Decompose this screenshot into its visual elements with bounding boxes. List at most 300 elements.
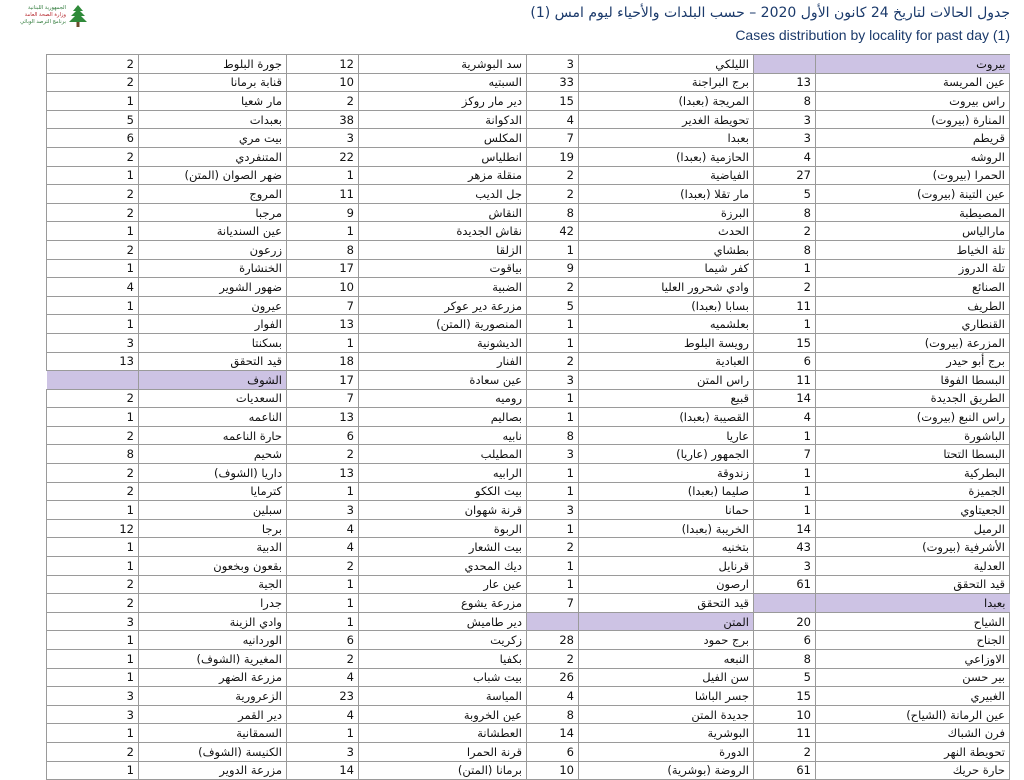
locality-name: مزرعة يشوع [359,594,527,613]
table-row [47,166,1010,185]
case-count: 8 [287,240,359,259]
locality-name: النقاش [359,203,527,222]
case-count: 19 [527,147,579,166]
locality-name: عين المريسة [816,73,1010,92]
locality-name: عين عار [359,575,527,594]
locality-name: الدبية [139,538,287,557]
locality-name: المصيطبة [816,203,1010,222]
locality-name: المكلس [359,129,527,148]
case-count: 5 [754,668,816,687]
case-count: 11 [754,371,816,390]
case-count: 7 [287,296,359,315]
locality-name: الدكوانة [359,110,527,129]
locality-name: كترمايا [139,482,287,501]
locality-name: الجميزة [816,482,1010,501]
locality-name: البسطا الفوقا [816,371,1010,390]
case-count: 8 [754,240,816,259]
case-count: 27 [754,166,816,185]
locality-name: مزرعة الدوير [139,761,287,780]
locality-name: فرن الشباك [816,724,1010,743]
table-row [47,333,1010,352]
table-row [47,575,1010,594]
case-count: 7 [754,445,816,464]
locality-name: الديشونية [359,333,527,352]
region-header: بعبدا [816,594,1010,613]
locality-name: بقعون وبخعون [139,557,287,576]
case-count: 5 [527,296,579,315]
table-row [47,426,1010,445]
locality-name: تلة الدروز [816,259,1010,278]
locality-name: راس بيروت [816,92,1010,111]
locality-name: العدلية [816,557,1010,576]
case-count: 2 [754,278,816,297]
case-count: 2 [47,73,139,92]
case-count: 1 [754,501,816,520]
case-count: 15 [527,92,579,111]
locality-name: مرجبا [139,203,287,222]
case-count: 2 [47,575,139,594]
locality-name: راس النبع (بيروت) [816,408,1010,427]
locality-name: العبادية [579,352,754,371]
locality-name: بيت الشعار [359,538,527,557]
locality-name: بيت الككو [359,482,527,501]
locality-name: الفياضية [579,166,754,185]
case-count: 2 [47,464,139,483]
case-count: 11 [287,185,359,204]
table-row [47,687,1010,706]
case-count: 5 [754,185,816,204]
case-count: 2 [287,650,359,669]
case-count: 42 [527,222,579,241]
locality-name: القنطاري [816,315,1010,334]
table-row [47,352,1010,371]
locality-name: القصيبة (بعبدا) [579,408,754,427]
table-row [47,445,1010,464]
locality-name: مارالياس [816,222,1010,241]
case-count: 13 [287,408,359,427]
case-count: 1 [47,259,139,278]
locality-name: حمانا [579,501,754,520]
case-count: 2 [527,185,579,204]
logo-line-1: الجمهورية اللبنانية [27,5,66,11]
case-count: 2 [287,92,359,111]
table-row [47,464,1010,483]
locality-name: دير مار روكز [359,92,527,111]
table-row [47,315,1010,334]
case-count: 1 [47,631,139,650]
locality-name: برج حمود [579,631,754,650]
locality-name: بيت شباب [359,668,527,687]
locality-name: بسابا (بعبدا) [579,296,754,315]
locality-name: الربوة [359,519,527,538]
locality-name: دير طاميش [359,612,527,631]
case-count: 6 [287,426,359,445]
locality-name: بير حسن [816,668,1010,687]
locality-name: الطريق الجديدة [816,389,1010,408]
case-count: 1 [527,333,579,352]
case-count: 1 [754,315,816,334]
case-count: 1 [287,166,359,185]
case-count: 1 [47,668,139,687]
locality-name: الفوار [139,315,287,334]
case-count: 1 [47,92,139,111]
case-count: 1 [287,612,359,631]
case-count: 9 [527,259,579,278]
case-count: 4 [287,705,359,724]
case-count: 2 [287,557,359,576]
case-count: 8 [527,203,579,222]
locality-name: السمقانية [139,724,287,743]
table-row [47,55,1010,74]
locality-name: بعلشميه [579,315,754,334]
case-count: 1 [47,296,139,315]
case-count: 4 [754,147,816,166]
locality-name: قرنة الحمرا [359,742,527,761]
case-count: 2 [754,742,816,761]
locality-name: الخريبة (بعبدا) [579,519,754,538]
table-row [47,259,1010,278]
locality-name: الضبية [359,278,527,297]
case-count: 3 [47,612,139,631]
table-row [47,222,1010,241]
locality-name: الصنائع [816,278,1010,297]
case-count: 3 [47,687,139,706]
case-count: 6 [47,129,139,148]
case-count: 3 [527,55,579,74]
locality-name: دير القمر [139,705,287,724]
locality-name: جدرا [139,594,287,613]
table-row [47,73,1010,92]
case-count: 2 [527,650,579,669]
locality-name: برج البراجنة [579,73,754,92]
case-count: 17 [287,259,359,278]
locality-name: جديدة المتن [579,705,754,724]
locality-name: النبعه [579,650,754,669]
case-count: 3 [47,333,139,352]
locality-name: قنابة برمانا [139,73,287,92]
locality-name: المياسة [359,687,527,706]
case-count: 38 [287,110,359,129]
table-row [47,557,1010,576]
locality-name: العطشانة [359,724,527,743]
case-count: 2 [527,538,579,557]
locality-name: قرنة شهوان [359,501,527,520]
case-count: 1 [527,519,579,538]
case-count: 1 [754,482,816,501]
locality-name: البطركية [816,464,1010,483]
locality-name: كفر شيما [579,259,754,278]
logo-line-2: وزارة الصحة العامة [24,12,66,18]
locality-name: بياقوت [359,259,527,278]
case-count: 1 [287,333,359,352]
case-count: 6 [527,742,579,761]
locality-name: منقلة مزهر [359,166,527,185]
table-row [47,705,1010,724]
table-row [47,371,1010,390]
case-count: 1 [287,594,359,613]
table-row [47,594,1010,613]
locality-name: نابيه [359,426,527,445]
locality-name: المروج [139,185,287,204]
case-count: 1 [754,464,816,483]
locality-name: جورة البلوط [139,55,287,74]
case-count: 26 [527,668,579,687]
table-row [47,240,1010,259]
table-row [47,110,1010,129]
table-row [47,631,1010,650]
locality-name: مزرعة الضهر [139,668,287,687]
locality-name: مار تقلا (بعبدا) [579,185,754,204]
case-count: 2 [47,426,139,445]
locality-name: عين السنديانة [139,222,287,241]
case-count: 1 [47,557,139,576]
case-count: 22 [287,147,359,166]
cases-table-body [47,55,1010,780]
region-header: المتن [579,612,754,631]
case-count: 33 [527,73,579,92]
region-header: الشوف [139,371,287,390]
locality-name: بطشاي [579,240,754,259]
case-count: 1 [47,315,139,334]
case-count: 7 [527,594,579,613]
table-row [47,296,1010,315]
case-count: 4 [527,110,579,129]
locality-name: سبلين [139,501,287,520]
case-count: 2 [47,482,139,501]
locality-name: جل الديب [359,185,527,204]
locality-name: الاوزاعي [816,650,1010,669]
case-count: 8 [754,92,816,111]
locality-name: الطريف [816,296,1010,315]
case-count: 11 [754,724,816,743]
locality-name: البرزة [579,203,754,222]
case-count: 4 [47,278,139,297]
case-count: 2 [47,55,139,74]
locality-name: ضهر الصوان (المتن) [139,166,287,185]
locality-name: وادي شحرور العليا [579,278,754,297]
case-count: 8 [527,426,579,445]
locality-name: صليما (بعبدا) [579,482,754,501]
case-count: 3 [287,742,359,761]
locality-name: عين الخروبة [359,705,527,724]
locality-name: الحمرا (بيروت) [816,166,1010,185]
locality-name: بصاليم [359,408,527,427]
case-count: 10 [287,278,359,297]
locality-name: الدورة [579,742,754,761]
locality-name: الناعمه [139,408,287,427]
locality-name: المنصورية (المتن) [359,315,527,334]
case-count: 2 [287,445,359,464]
locality-name: المزرعة (بيروت) [816,333,1010,352]
case-count: 2 [47,147,139,166]
case-count: 1 [47,724,139,743]
case-count: 1 [47,408,139,427]
ministry-logo [6,2,90,32]
table-row [47,761,1010,780]
locality-name: الزعرورية [139,687,287,706]
locality-name: قيد التحقق [139,352,287,371]
case-count: 20 [754,612,816,631]
table-row [47,129,1010,148]
case-count: 1 [754,259,816,278]
table-row [47,278,1010,297]
title-english: Cases distribution by locality for past day (1) [735,27,1010,43]
case-count: 6 [754,631,816,650]
case-count: 23 [287,687,359,706]
locality-name: الروضة (بوشرية) [579,761,754,780]
case-count: 2 [47,203,139,222]
locality-name: بعبدات [139,110,287,129]
locality-name: الغبيري [816,687,1010,706]
locality-name: المطيلب [359,445,527,464]
locality-name: عين سعادة [359,371,527,390]
locality-name: السبتيه [359,73,527,92]
case-count [754,594,816,613]
locality-name: الجناح [816,631,1010,650]
locality-name: قرنايل [579,557,754,576]
table-row [47,203,1010,222]
case-count: 1 [527,557,579,576]
locality-name: زندوقة [579,464,754,483]
locality-name: قيد التحقق [816,575,1010,594]
locality-name: السعديات [139,389,287,408]
locality-name: المنارة (بيروت) [816,110,1010,129]
locality-name: روميه [359,389,527,408]
case-count: 7 [287,389,359,408]
locality-name: الخنشارة [139,259,287,278]
case-count: 1 [527,482,579,501]
table-row [47,92,1010,111]
case-count: 8 [754,650,816,669]
locality-name: شحيم [139,445,287,464]
table-row [47,650,1010,669]
locality-name: بسكنتا [139,333,287,352]
case-count: 1 [287,222,359,241]
locality-name: قريطم [816,129,1010,148]
case-count: 3 [527,371,579,390]
locality-name: الرابيه [359,464,527,483]
locality-name: الوردانيه [139,631,287,650]
case-count: 3 [287,501,359,520]
case-count: 1 [527,575,579,594]
case-count: 8 [527,705,579,724]
case-count: 14 [754,389,816,408]
case-count: 2 [754,222,816,241]
locality-name: نقاش الجديدة [359,222,527,241]
case-count: 14 [527,724,579,743]
locality-name: الحازمية (بعبدا) [579,147,754,166]
locality-name: بيت مري [139,129,287,148]
locality-name: عاريا [579,426,754,445]
locality-name: سن الفيل [579,668,754,687]
locality-name: تلة الخياط [816,240,1010,259]
region-header: بيروت [816,55,1010,74]
locality-name: عين التينة (بيروت) [816,185,1010,204]
case-count: 61 [754,761,816,780]
locality-name: برج أبو حيدر [816,352,1010,371]
locality-name: رويسة البلوط [579,333,754,352]
locality-name: الجمهور (عاريا) [579,445,754,464]
case-count: 9 [287,203,359,222]
case-count: 1 [527,408,579,427]
case-count: 1 [287,482,359,501]
table-row [47,147,1010,166]
case-count: 2 [527,278,579,297]
case-count: 1 [47,166,139,185]
locality-name: الروشه [816,147,1010,166]
case-count: 1 [47,538,139,557]
case-count: 6 [754,352,816,371]
locality-name: ضهور الشوير [139,278,287,297]
case-count: 2 [47,240,139,259]
case-count: 18 [287,352,359,371]
locality-name: المريجة (بعبدا) [579,92,754,111]
locality-name: ارصون [579,575,754,594]
case-count: 2 [527,166,579,185]
case-count: 2 [47,185,139,204]
case-count: 14 [287,761,359,780]
locality-name: ديك المحدي [359,557,527,576]
table-row [47,724,1010,743]
locality-name: عيرون [139,296,287,315]
case-count: 1 [527,315,579,334]
case-count: 14 [754,519,816,538]
header [0,0,1024,52]
locality-name: المغيرية (الشوف) [139,650,287,669]
locality-name: البوشرية [579,724,754,743]
locality-name: برمانا (المتن) [359,761,527,780]
locality-name: الفنار [359,352,527,371]
case-count: 1 [287,724,359,743]
case-count: 6 [287,631,359,650]
table-row [47,501,1010,520]
case-count: 1 [47,222,139,241]
locality-name: زكريت [359,631,527,650]
locality-name: حارة الناعمه [139,426,287,445]
case-count: 61 [754,575,816,594]
table-row [47,482,1010,501]
case-count: 3 [754,110,816,129]
locality-name: قيد التحقق [579,594,754,613]
case-count: 8 [754,203,816,222]
locality-name: حارة حريك [816,761,1010,780]
case-count: 1 [47,761,139,780]
locality-name: وادي الزينة [139,612,287,631]
case-count: 1 [47,650,139,669]
case-count: 8 [47,445,139,464]
case-count: 3 [47,705,139,724]
title-arabic: جدول الحالات لتاريخ 24 كانون الأول 2020 – حسب البلدات والأحياء ليوم امس (1) [530,5,1010,21]
table-row [47,612,1010,631]
case-count: 11 [754,296,816,315]
locality-name: الجية [139,575,287,594]
table-row [47,408,1010,427]
locality-name: عين الرمانة (الشياح) [816,705,1010,724]
case-count: 15 [754,687,816,706]
locality-name: الرميل [816,519,1010,538]
case-count: 28 [527,631,579,650]
case-count: 1 [527,240,579,259]
case-count: 5 [47,110,139,129]
locality-name: داريا (الشوف) [139,464,287,483]
table-row [47,538,1010,557]
locality-name: الأشرفية (بيروت) [816,538,1010,557]
case-count [527,612,579,631]
locality-name: الشياح [816,612,1010,631]
table-row [47,742,1010,761]
case-count: 3 [527,445,579,464]
case-count: 7 [527,129,579,148]
